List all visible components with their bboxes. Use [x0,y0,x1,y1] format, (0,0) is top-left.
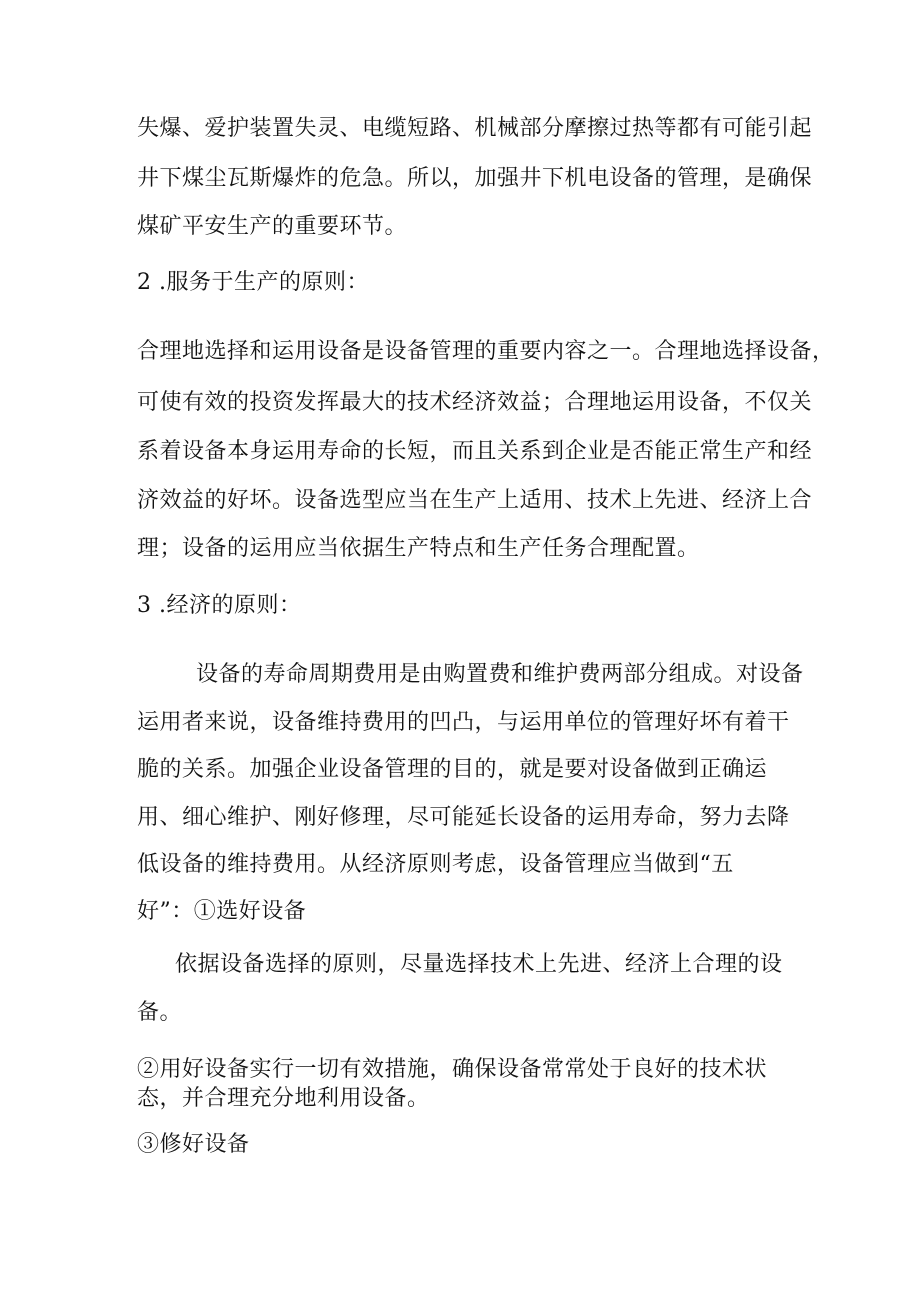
paragraph-line: 运用者来说，设备维持费用的凹凸，与运用单位的管理好坏有着干 [137,710,790,735]
paragraph-line: 低设备的维持费用。从经济原则考虑，设备管理应当做到“五 [137,852,734,877]
paragraph-line: ③修好设备 [137,1132,250,1157]
paragraph-line: 设备的寿命周期费用是由购置费和维护费两部分组成。对设备 [196,662,804,687]
paragraph-line: ②用好设备实行一切有效措施，确保设备常常处于良好的技术状 [137,1057,768,1082]
paragraph-line: 脆的关系。加强企业设备管理的目的，就是要对设备做到正确运 [137,757,768,782]
paragraph-line: 合理地选择和运用设备是设备管理的重要内容之一。合理地选择设备， [137,339,835,364]
paragraph-line: 依据设备选择的原则，尽量选择技术上先进、经济上合理的设 [175,952,783,977]
paragraph-line: 可使有效的投资发挥最大的技术经济效益；合理地运用设备，不仅关 [137,390,813,415]
section-heading: 2 .服务于生产的原则： [137,270,369,295]
paragraph-line: 煤矿平安生产的重要环节。 [137,214,408,239]
paragraph-line: 态，并合理充分地利用设备。 [137,1086,430,1111]
paragraph-line: 备。 [137,1000,183,1025]
paragraph-line: 理；设备的运用应当依据生产特点和生产任务合理配置。 [137,536,700,561]
paragraph-line: 用、细心维护、刚好修理，尽可能延长设备的运用寿命，努力去降 [137,805,790,830]
paragraph-line: 济效益的好坏。设备选型应当在生产上适用、技术上先进、经济上合 [137,488,813,513]
paragraph-line: 系着设备本身运用寿命的长短，而且关系到企业是否能正常生产和经 [137,439,813,464]
paragraph-line: 失爆、爱护装置失灵、电缆短路、机械部分摩擦过热等都有可能引起 [137,116,813,141]
section-heading: 3 .经济的原则： [137,593,302,618]
paragraph-line: 好”：①选好设备 [137,899,307,924]
paragraph-line: 井下煤尘瓦斯爆炸的危急。所以，加强井下机电设备的管理，是确保 [137,166,813,191]
